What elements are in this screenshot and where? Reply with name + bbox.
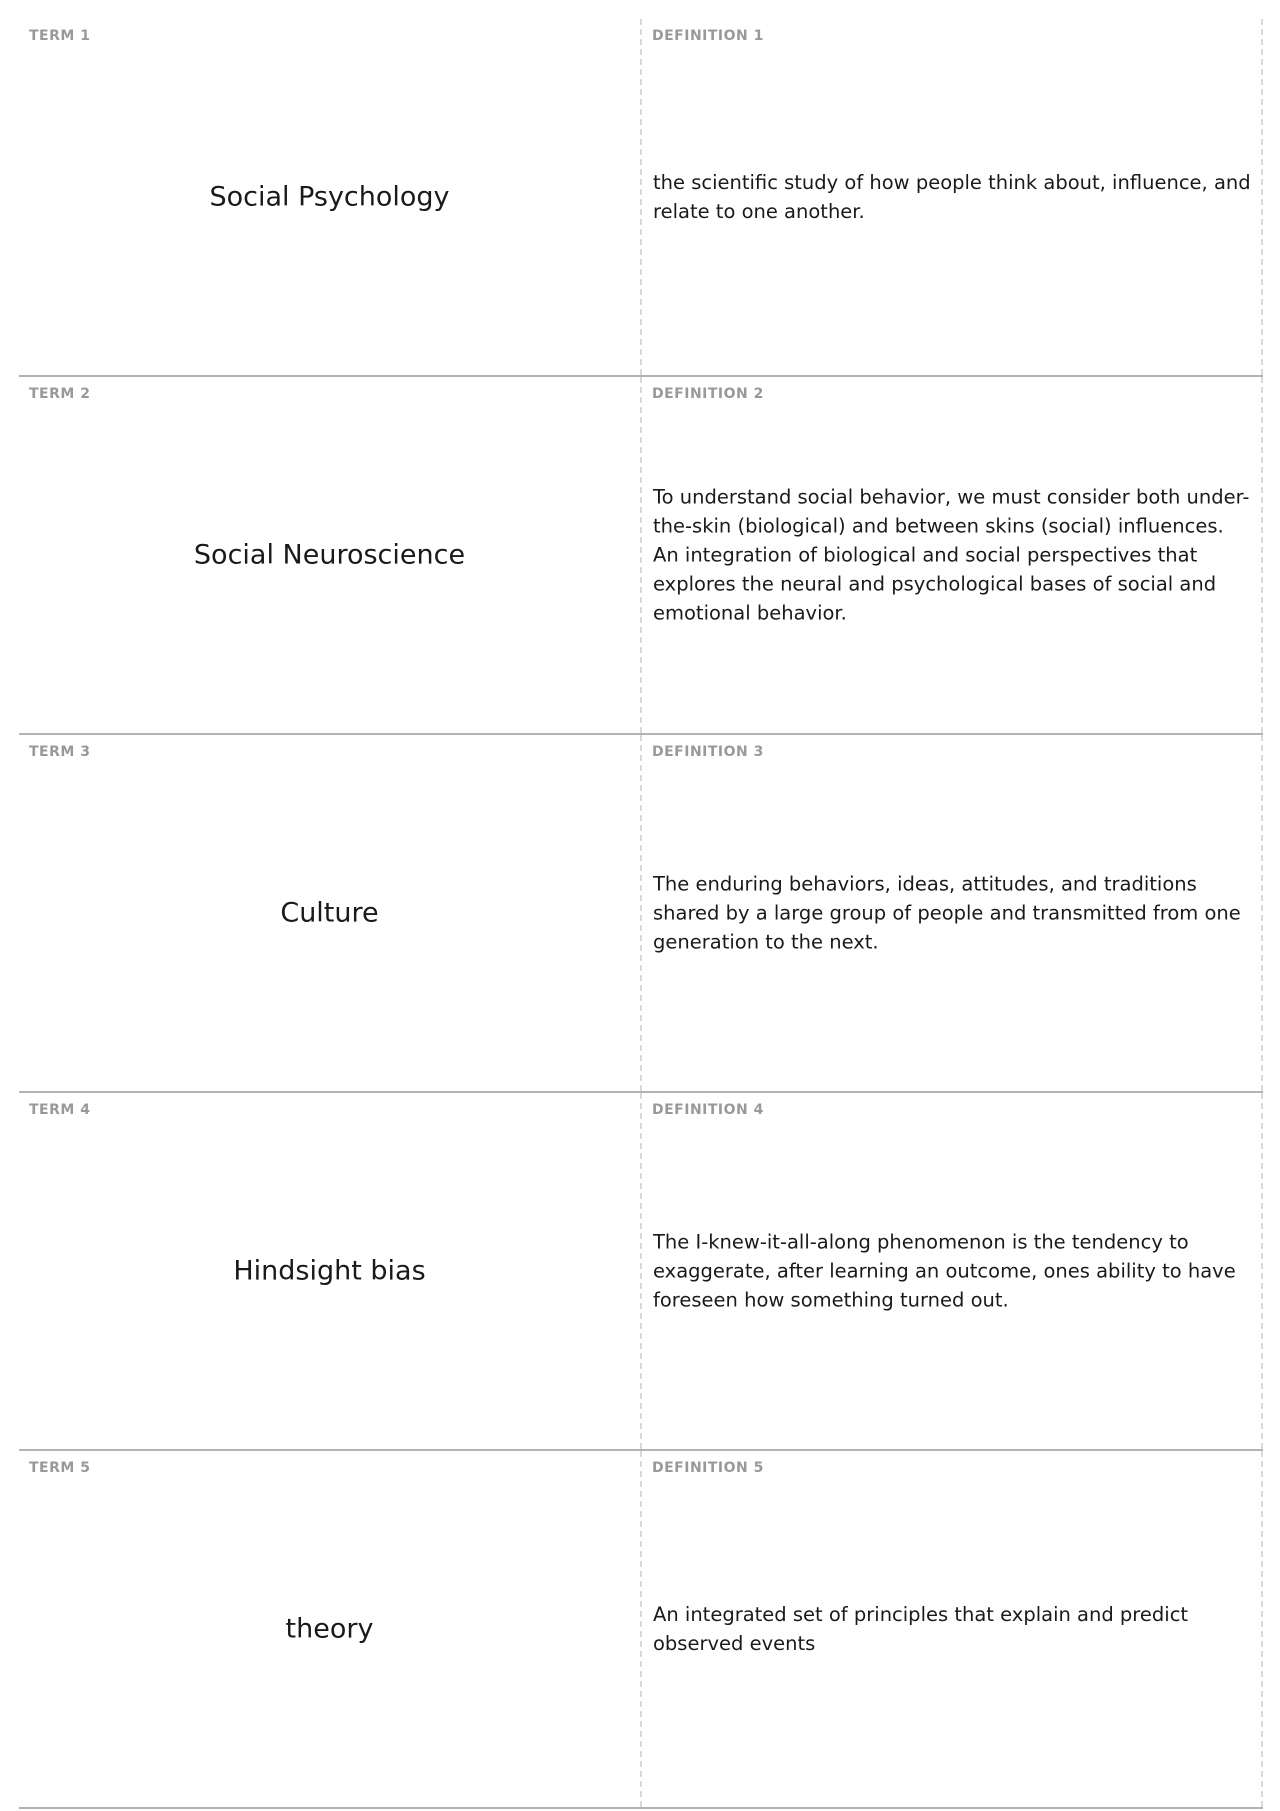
term-cell [19,735,642,1091]
term-label: TERM 1 [29,28,91,44]
flashcard-row [19,735,1263,1093]
definition-text: the scientific study of how people think about, influence, and relate to one another. [653,171,1251,223]
definition-cell [642,1451,1263,1807]
term-text: Social Neuroscience [193,539,466,571]
definition-label: DEFINITION 5 [652,1460,764,1476]
definition-label: DEFINITION 3 [652,744,764,760]
definition-label: DEFINITION 4 [652,1102,764,1118]
flashcard-row [19,1451,1263,1809]
term-cell [19,1451,642,1807]
definition-cell [642,19,1263,375]
definition-text: The enduring behaviors, ideas, attitudes, and traditions shared by a large group of people and transmitted from one generation to the next. [653,872,1241,954]
term-text: Culture [280,897,379,929]
definition-text: An integrated set of principles that explain and predict observed events [653,1603,1189,1655]
term-text: Social Psychology [209,181,450,213]
term-label: TERM 5 [29,1460,91,1476]
flashcard-row [19,19,1263,377]
flashcard-row [19,1093,1263,1451]
definition-cell [642,1093,1263,1449]
definition-label: DEFINITION 2 [652,386,764,402]
term-label: TERM 2 [29,386,91,402]
definition-cell [642,735,1263,1091]
definition-label: DEFINITION 1 [652,28,764,44]
term-label: TERM 3 [29,744,91,760]
flashcard-row [19,377,1263,735]
term-text: Hindsight bias [233,1255,426,1287]
definition-cell [642,377,1263,733]
definition-text: To understand social behavior, we must consider both under-the-skin (biological) and between skins (social) influences. An integration of biological and social perspectives that explores the neural and psychological bases of social and emotional behavior. [653,485,1250,625]
definition-text: The I-knew-it-all-along phenomenon is the tendency to exaggerate, after learning an outcome, ones ability to have foreseen how something turned out. [653,1230,1236,1312]
term-cell [19,19,642,375]
flashcard-sheet [19,19,1263,1809]
term-label: TERM 4 [29,1102,91,1118]
term-cell [19,1093,642,1449]
term-text: theory [285,1613,374,1645]
term-cell [19,377,642,733]
